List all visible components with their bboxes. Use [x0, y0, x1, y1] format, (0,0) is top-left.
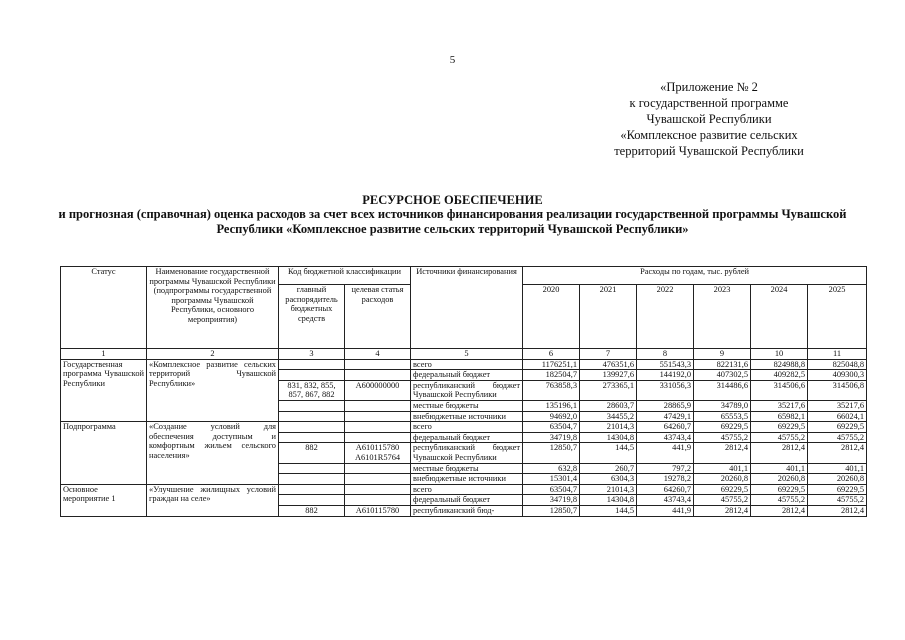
amount-cell: 45755,2	[808, 432, 867, 443]
column-number-row	[61, 349, 867, 360]
amount-cell: 45755,2	[751, 432, 808, 443]
target-code-line: А6101R5764	[354, 452, 401, 462]
amount-cell: 12850,7	[523, 443, 580, 463]
target-cell	[345, 422, 411, 433]
amount-cell: 401,1	[694, 463, 751, 474]
funding-source-cell: всего	[411, 359, 523, 370]
target-code-cell: А610115780	[345, 505, 411, 516]
header-year: 2020	[523, 285, 580, 349]
page-number: 5	[449, 54, 456, 66]
amount-cell: 314506,6	[751, 380, 808, 400]
amount-cell: 65553,5	[694, 411, 751, 422]
header-year: 2022	[637, 285, 694, 349]
table-row	[61, 359, 867, 370]
amount-cell: 63504,7	[523, 484, 580, 495]
amount-cell: 14304,8	[580, 432, 637, 443]
amount-cell: 66024,1	[808, 411, 867, 422]
amount-cell: 35217,6	[808, 400, 867, 411]
document-title: РЕСУРСНОЕ ОБЕСПЕЧЕНИЕ	[362, 193, 543, 207]
amount-cell: 14304,8	[580, 495, 637, 506]
amount-cell: 314506,8	[808, 380, 867, 400]
admin-cell	[279, 411, 345, 422]
target-cell	[345, 400, 411, 411]
column-number: 11	[808, 349, 867, 360]
amount-cell: 144,5	[580, 505, 637, 516]
amount-cell: 69229,5	[808, 484, 867, 495]
status-cell: Государственная программа Чувашской Республики	[61, 359, 147, 422]
amount-cell: 43743,4	[637, 432, 694, 443]
amount-cell: 34455,2	[580, 411, 637, 422]
amount-cell: 822131,6	[694, 359, 751, 370]
amount-cell: 28603,7	[580, 400, 637, 411]
amount-cell: 21014,3	[580, 484, 637, 495]
amount-cell: 401,1	[751, 463, 808, 474]
table-header	[61, 267, 867, 349]
column-number: 3	[279, 349, 345, 360]
column-number: 9	[694, 349, 751, 360]
amount-cell: 69229,5	[694, 484, 751, 495]
amount-cell: 45755,2	[751, 495, 808, 506]
amount-cell: 15301,4	[523, 474, 580, 485]
column-number: 8	[637, 349, 694, 360]
header-budget-code: Код бюджетной классификации	[279, 267, 411, 285]
funding-source-cell: местные бюджеты	[411, 463, 523, 474]
amount-cell: 43743,4	[637, 495, 694, 506]
column-number: 7	[580, 349, 637, 360]
amount-cell: 69229,5	[808, 422, 867, 433]
amount-cell: 6304,3	[580, 474, 637, 485]
column-number: 1	[61, 349, 147, 360]
appendix-header	[579, 79, 839, 159]
amount-cell: 407302,5	[694, 370, 751, 381]
funding-source-cell: республиканский бюд-	[411, 505, 523, 516]
amount-cell: 94692,0	[523, 411, 580, 422]
amount-cell: 19278,2	[637, 474, 694, 485]
amount-cell: 65982,1	[751, 411, 808, 422]
target-cell	[345, 463, 411, 474]
amount-cell: 69229,5	[751, 422, 808, 433]
header-name: Наименование государственной программы Чувашской Республики (подпрограммы государственной программы Чувашской Республики, основного мероприятия)	[147, 267, 279, 349]
header-status: Статус	[61, 267, 147, 349]
amount-cell: 34789,0	[694, 400, 751, 411]
status-cell: Подпрограмма	[61, 422, 147, 485]
target-cell	[345, 484, 411, 495]
column-number: 5	[411, 349, 523, 360]
amount-cell: 28865,9	[637, 400, 694, 411]
amount-cell: 260,7	[580, 463, 637, 474]
amount-cell: 64260,7	[637, 422, 694, 433]
funding-source-cell: всего	[411, 484, 523, 495]
funding-source-cell: республиканский бюджет Чувашской Республики	[411, 443, 523, 463]
amount-cell: 551543,3	[637, 359, 694, 370]
table-row	[61, 484, 867, 495]
amount-cell: 441,9	[637, 443, 694, 463]
amount-cell: 2812,4	[694, 505, 751, 516]
target-code-cell: А600000000	[345, 380, 411, 400]
funding-source-cell: федеральный бюджет	[411, 432, 523, 443]
amount-cell: 314486,6	[694, 380, 751, 400]
table-row	[61, 422, 867, 433]
amount-cell: 825048,8	[808, 359, 867, 370]
admin-code-cell: 882	[279, 443, 345, 463]
amount-cell: 797,2	[637, 463, 694, 474]
admin-cell	[279, 422, 345, 433]
header-target: целевая статья расходов	[345, 285, 411, 349]
funding-source-cell: внебюджетные источники	[411, 474, 523, 485]
amount-cell: 47429,1	[637, 411, 694, 422]
amount-cell: 409300,3	[808, 370, 867, 381]
header-sources: Источники финансирования	[411, 267, 523, 349]
funding-source-cell: местные бюджеты	[411, 400, 523, 411]
funding-source-cell: федеральный бюджет	[411, 495, 523, 506]
amount-cell: 409282,5	[751, 370, 808, 381]
header-year: 2021	[580, 285, 637, 349]
amount-cell: 64260,7	[637, 484, 694, 495]
target-code-line: А610115780	[355, 443, 400, 453]
header-admin: главный распорядитель бюджетных средств	[279, 285, 345, 349]
amount-cell: 476351,6	[580, 359, 637, 370]
column-number: 6	[523, 349, 580, 360]
column-number: 2	[147, 349, 279, 360]
amount-cell: 34719,8	[523, 432, 580, 443]
status-cell: Основное мероприятие 1	[61, 484, 147, 516]
amount-cell: 273365,1	[580, 380, 637, 400]
amount-cell: 20260,8	[808, 474, 867, 485]
amount-cell: 45755,2	[694, 432, 751, 443]
table-body	[61, 359, 867, 516]
amount-cell: 2812,4	[694, 443, 751, 463]
program-name-cell: «Создание условий для обеспечения доступным и комфортным жильем сельского населения»	[147, 422, 279, 485]
header-expenses: Расходы по годам, тыс. рублей	[523, 267, 867, 285]
admin-code-cell: 882	[279, 505, 345, 516]
target-cell	[345, 359, 411, 370]
amount-cell: 69229,5	[694, 422, 751, 433]
amount-cell: 69229,5	[751, 484, 808, 495]
amount-cell: 2812,4	[751, 505, 808, 516]
header-year: 2023	[694, 285, 751, 349]
appendix-line: территорий Чувашской Республики	[614, 144, 804, 158]
appendix-line: Чувашской Республики	[646, 112, 772, 126]
column-number: 10	[751, 349, 808, 360]
amount-cell: 2812,4	[808, 505, 867, 516]
amount-cell: 182504,7	[523, 370, 580, 381]
amount-cell: 63504,7	[523, 422, 580, 433]
amount-cell: 135196,1	[523, 400, 580, 411]
funding-source-cell: федеральный бюджет	[411, 370, 523, 381]
amount-cell: 824988,8	[751, 359, 808, 370]
funding-source-cell: внебюджетные источники	[411, 411, 523, 422]
amount-cell: 2812,4	[751, 443, 808, 463]
amount-cell: 139927,6	[580, 370, 637, 381]
target-code-cell	[345, 443, 411, 463]
admin-cell	[279, 484, 345, 495]
amount-cell: 35217,6	[751, 400, 808, 411]
amount-cell: 12850,7	[523, 505, 580, 516]
target-cell	[345, 474, 411, 485]
amount-cell: 2812,4	[808, 443, 867, 463]
amount-cell: 1176251,1	[523, 359, 580, 370]
appendix-line: к государственной программе	[629, 96, 789, 110]
admin-cell	[279, 463, 345, 474]
amount-cell: 20260,8	[694, 474, 751, 485]
amount-cell: 45755,2	[694, 495, 751, 506]
funding-source-cell: всего	[411, 422, 523, 433]
amount-cell: 441,9	[637, 505, 694, 516]
target-cell	[345, 411, 411, 422]
appendix-line: «Комплексное развитие сельских	[620, 128, 798, 142]
header-year: 2024	[751, 285, 808, 349]
document-subtitle: и прогнозная (справочная) оценка расходов за счет всех источников финансирования реализации государственной программы Чувашской Республики «Комплексное развитие сельских территорий Чувашской Республики»	[58, 207, 847, 236]
program-name-cell: «Комплексное развитие сельских территорий Чувашской Республики»	[147, 359, 279, 422]
column-number: 4	[345, 349, 411, 360]
amount-cell: 763858,3	[523, 380, 580, 400]
appendix-line: «Приложение № 2	[660, 80, 758, 94]
admin-cell	[279, 400, 345, 411]
admin-code-cell: 831, 832, 855, 857, 867, 882	[279, 380, 345, 400]
amount-cell: 21014,3	[580, 422, 637, 433]
amount-cell: 401,1	[808, 463, 867, 474]
header-year: 2025	[808, 285, 867, 349]
amount-cell: 45755,2	[808, 495, 867, 506]
admin-cell	[279, 359, 345, 370]
amount-cell: 632,8	[523, 463, 580, 474]
amount-cell: 331056,3	[637, 380, 694, 400]
program-name-cell: «Улучшение жилищных условий граждан на селе»	[147, 484, 279, 516]
funding-source-cell: республиканский бюджет Чувашской Республики	[411, 380, 523, 400]
amount-cell: 144,5	[580, 443, 637, 463]
admin-cell	[279, 474, 345, 485]
amount-cell: 20260,8	[751, 474, 808, 485]
budget-table	[60, 266, 867, 517]
amount-cell: 34719,8	[523, 495, 580, 506]
amount-cell: 144192,0	[637, 370, 694, 381]
